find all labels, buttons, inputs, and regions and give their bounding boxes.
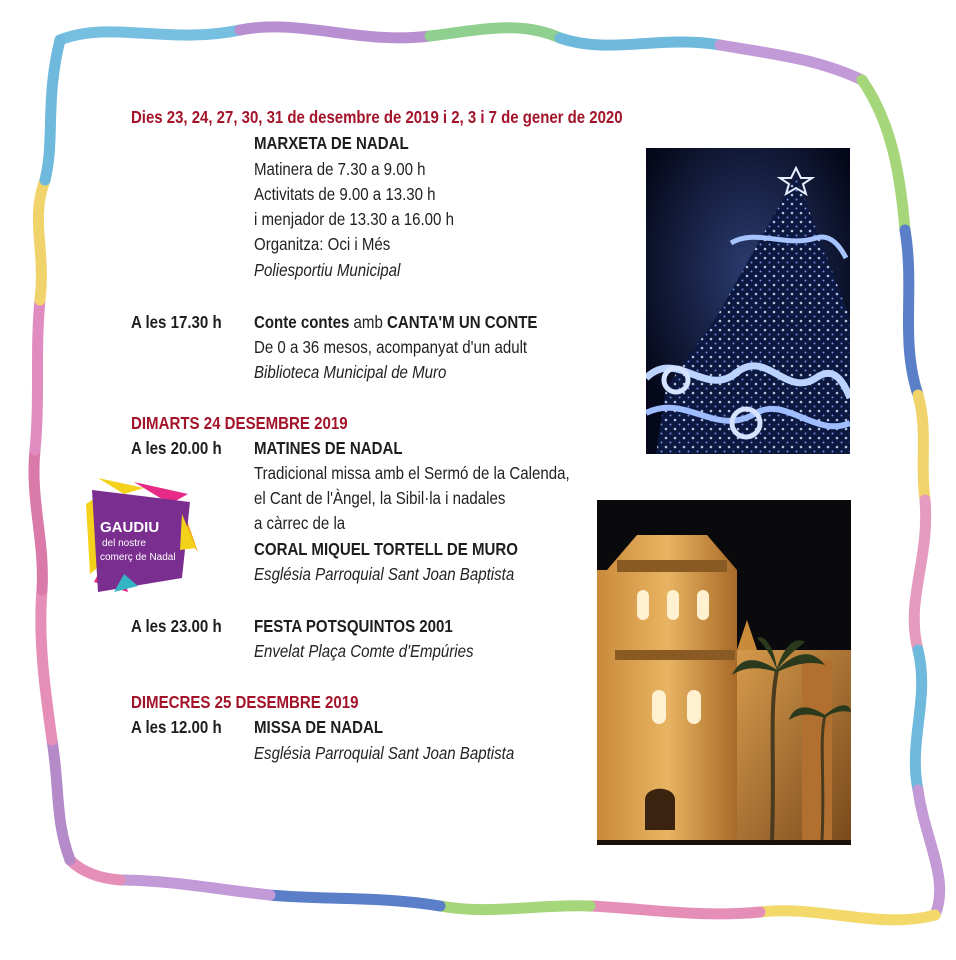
event5-time: A les 12.00 h — [131, 717, 222, 737]
logo-line1: GAUDIU — [100, 519, 160, 536]
header-dates: Dies 23, 24, 27, 30, 31 de desembre de 2019 i 2, 3 i 7 de gener de 2020 — [131, 107, 623, 127]
event3-line1: Tradicional missa amb el Sermó de la Calenda, — [254, 463, 570, 483]
event3-line2: el Cant de l'Àngel, la Sibil·la i nadales — [254, 488, 506, 508]
event2-line1: De 0 a 36 mesos, acompanyat d'un adult — [254, 337, 528, 357]
event3-choir: CORAL MIQUEL TORTELL DE MURO — [254, 539, 518, 559]
event4-time: A les 23.00 h — [131, 616, 222, 636]
event4-title: FESTA POTSQUINTOS 2001 — [254, 616, 453, 636]
event5-title: MISSA DE NADAL — [254, 717, 384, 737]
event1-line2: Activitats de 9.00 a 13.30 h — [254, 184, 436, 204]
event1-place: Poliesportiu Municipal — [254, 260, 401, 280]
event2-title-c: CANTA'M UN CONTE — [387, 312, 538, 332]
event4-place: Envelat Plaça Comte d'Empúries — [254, 641, 474, 661]
event3-time: A les 20.00 h — [131, 438, 222, 458]
event3-title: MATINES DE NADAL — [254, 438, 403, 458]
day3-heading: DIMECRES 25 DESEMBRE 2019 — [131, 692, 359, 712]
event2-title-a: Conte contes — [254, 312, 350, 332]
event2-time: A les 17.30 h — [131, 312, 222, 332]
event2-title-b: amb — [353, 312, 383, 332]
event3-line3: a càrrec de la — [254, 513, 346, 533]
event3-place: Església Parroquial Sant Joan Baptista — [254, 564, 515, 584]
event5-place: Església Parroquial Sant Joan Baptista — [254, 743, 515, 763]
event1-title: MARXETA DE NADAL — [254, 133, 409, 153]
event1-line3: i menjador de 13.30 a 16.00 h — [254, 209, 454, 229]
event2-place: Biblioteca Municipal de Muro — [254, 362, 447, 382]
logo-line3: comerç de Nadal — [100, 552, 176, 563]
event1-line1: Matinera de 7.30 a 9.00 h — [254, 159, 426, 179]
day2-heading: DIMARTS 24 DESEMBRE 2019 — [131, 413, 348, 433]
event1-line4: Organitza: Oci i Més — [254, 234, 391, 254]
event2-title — [254, 310, 537, 334]
logo-line2: del nostre — [102, 538, 146, 549]
